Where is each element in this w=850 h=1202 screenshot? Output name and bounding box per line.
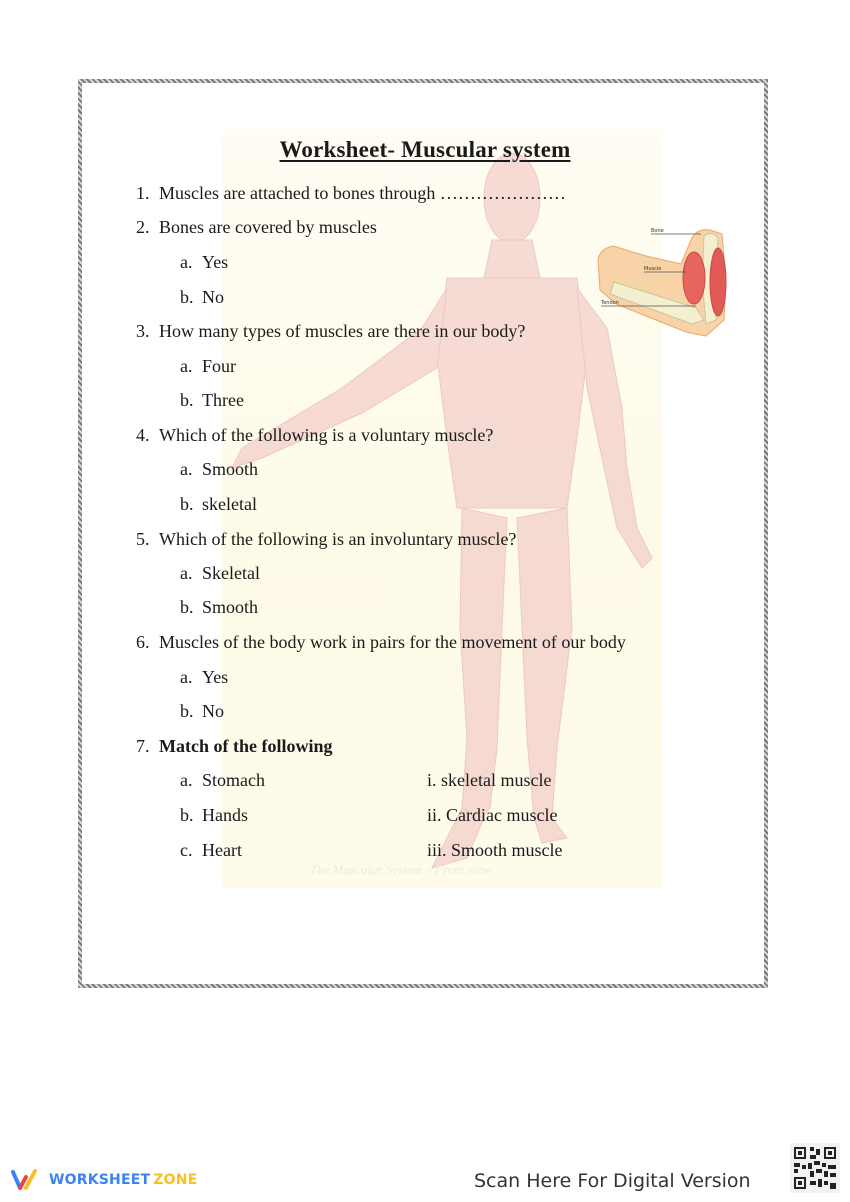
question-number: 3. (136, 321, 150, 341)
option (180, 356, 236, 377)
option-text: Smooth (202, 597, 259, 617)
worksheet-zone-logo-icon (9, 1168, 43, 1192)
option-label: b. (180, 287, 194, 307)
brand-name-part2: ZONE (153, 1172, 198, 1188)
option-text: skeletal (202, 494, 257, 514)
option-label: a. (180, 459, 193, 479)
option-text: Stomach (202, 770, 265, 790)
option-text: Yes (202, 667, 229, 687)
option-text: Hands (202, 805, 248, 825)
option-label: b. (180, 390, 194, 410)
option-label: b. (180, 597, 194, 617)
option (180, 287, 224, 308)
brand-name-part1: WORKSHEET (49, 1172, 151, 1188)
option-label: b. (180, 701, 194, 721)
option-label: a. (180, 667, 193, 687)
option-text: Skeletal (202, 563, 260, 583)
question-1 (136, 183, 566, 204)
question-2 (136, 217, 377, 238)
option-label: b. (180, 494, 194, 514)
match-left-item (180, 805, 248, 826)
question-text: Muscles of the body work in pairs for the movement of our body (159, 632, 626, 652)
question-5 (136, 529, 516, 550)
muscle-label: Muscle (644, 266, 662, 272)
match-right-item: iii. Smooth muscle (427, 840, 563, 860)
option (180, 597, 258, 618)
question-4 (136, 425, 493, 446)
question-6 (136, 632, 626, 653)
match-right-item: i. skeletal muscle (427, 770, 552, 790)
tendon-label: Tendon (601, 300, 619, 306)
bone-label: Bone (651, 228, 664, 234)
scan-instruction: Scan Here For Digital Version (474, 1170, 751, 1192)
question-text: Which of the following is an involuntary muscle? (159, 529, 517, 549)
option (180, 252, 228, 273)
option-text: No (202, 287, 224, 307)
option-label: a. (180, 563, 193, 583)
option (180, 701, 224, 722)
question-text: Bones are covered by muscles (159, 217, 377, 237)
option-label: b. (180, 805, 194, 825)
arm-muscle-diagram (596, 220, 730, 340)
option-text: No (202, 701, 224, 721)
option-label: a. (180, 252, 193, 272)
question-text: Match of the following (159, 736, 333, 756)
question-number: 5. (136, 529, 150, 549)
match-left-item (180, 770, 265, 791)
question-number: 6. (136, 632, 150, 652)
option-text: Heart (202, 840, 242, 860)
question-text: How many types of muscles are there in our body? (159, 321, 526, 341)
option (180, 667, 228, 688)
qr-code-icon[interactable] (790, 1143, 840, 1193)
question-number: 1. (136, 183, 150, 203)
option (180, 459, 258, 480)
option (180, 390, 244, 411)
brand-name (49, 1172, 197, 1188)
question-7 (136, 736, 332, 757)
question-number: 2. (136, 217, 150, 237)
option-label: c. (180, 840, 193, 860)
question-number: 4. (136, 425, 150, 445)
option-text: Smooth (202, 459, 259, 479)
option-label: a. (180, 770, 193, 790)
question-text: Muscles are attached to bones through ………………… (159, 183, 566, 203)
match-left-item (180, 840, 242, 861)
option-text: Three (202, 390, 244, 410)
worksheet-zone-logo[interactable] (9, 1168, 197, 1192)
option-text: Yes (202, 252, 229, 272)
option (180, 494, 257, 515)
page-title: Worksheet- Muscular system (279, 137, 571, 162)
match-right-item: ii. Cardiac muscle (427, 805, 558, 825)
question-3 (136, 321, 525, 342)
question-number: 7. (136, 736, 150, 756)
question-text: Which of the following is a voluntary muscle? (159, 425, 494, 445)
option (180, 563, 260, 584)
option-label: a. (180, 356, 193, 376)
option-text: Four (202, 356, 237, 376)
watermark-caption: The Muscular System – Front view (310, 862, 492, 877)
